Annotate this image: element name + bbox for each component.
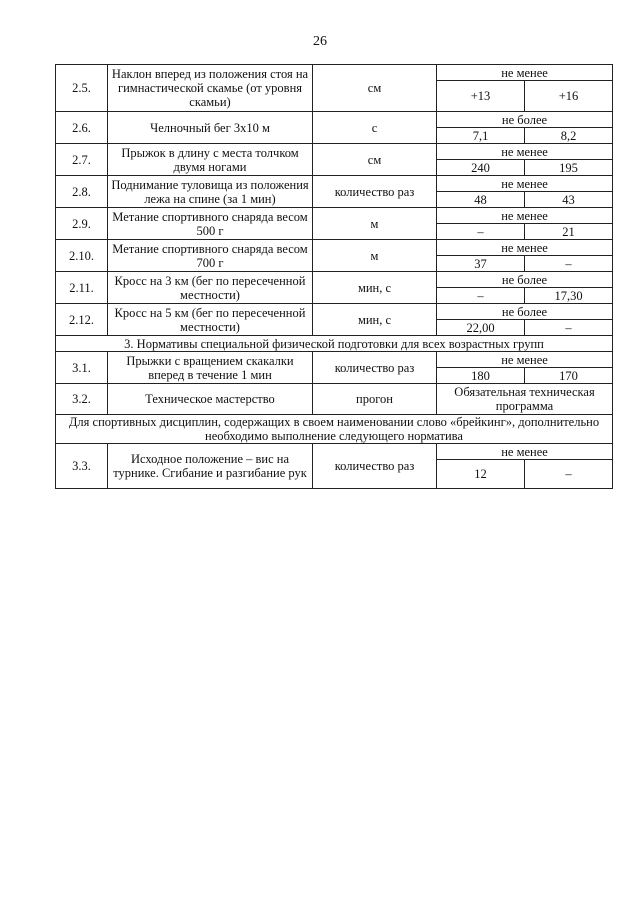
unit-cell: с bbox=[313, 112, 437, 144]
value-cell: 21 bbox=[525, 224, 613, 240]
unit-cell: прогон bbox=[313, 384, 437, 415]
row-number: 2.11. bbox=[56, 272, 108, 304]
row-number: 2.9. bbox=[56, 208, 108, 240]
section-title: 3. Нормативы специальной физической подготовки для всех возрастных групп bbox=[56, 336, 613, 352]
table-row bbox=[56, 415, 613, 444]
condition-cell: не более bbox=[437, 112, 613, 128]
row-number: 3.1. bbox=[56, 352, 108, 384]
condition-cell: не менее bbox=[437, 352, 613, 368]
unit-cell: м bbox=[313, 240, 437, 272]
exercise-name: Поднимание туловища из положения лежа на спине (за 1 мин) bbox=[108, 176, 313, 208]
value-cell: 180 bbox=[437, 368, 525, 384]
value-cell: 240 bbox=[437, 160, 525, 176]
unit-cell: мин, с bbox=[313, 304, 437, 336]
unit-cell: м bbox=[313, 208, 437, 240]
table-row bbox=[56, 112, 613, 128]
table-row bbox=[56, 384, 613, 415]
row-number: 2.10. bbox=[56, 240, 108, 272]
row-number: 2.5. bbox=[56, 65, 108, 112]
value-cell: 12 bbox=[437, 460, 525, 489]
exercise-name: Исходное положение – вис на турнике. Сгибание и разгибание рук bbox=[108, 444, 313, 489]
table-row bbox=[56, 272, 613, 288]
exercise-name: Метание спортивного снаряда весом 500 г bbox=[108, 208, 313, 240]
row-number: 2.12. bbox=[56, 304, 108, 336]
value-cell: 43 bbox=[525, 192, 613, 208]
table-row bbox=[56, 240, 613, 256]
condition-cell: не менее bbox=[437, 176, 613, 192]
norms-table bbox=[55, 64, 613, 489]
value-cell: 48 bbox=[437, 192, 525, 208]
note-text: Для спортивных дисциплин, содержащих в своем наименовании слово «брейкинг», дополнительно необходимо выполнение следующего норматива bbox=[56, 415, 613, 444]
table-row bbox=[56, 336, 613, 352]
value-cell: 195 bbox=[525, 160, 613, 176]
exercise-name: Кросс на 3 км (бег по пересеченной местности) bbox=[108, 272, 313, 304]
value-cell: – bbox=[437, 224, 525, 240]
value-cell: 7,1 bbox=[437, 128, 525, 144]
condition-cell: не менее bbox=[437, 240, 613, 256]
exercise-name: Челночный бег 3х10 м bbox=[108, 112, 313, 144]
unit-cell: мин, с bbox=[313, 272, 437, 304]
value-cell: – bbox=[437, 288, 525, 304]
exercise-name: Прыжок в длину с места толчком двумя ногами bbox=[108, 144, 313, 176]
exercise-name: Техническое мастерство bbox=[108, 384, 313, 415]
exercise-name: Кросс на 5 км (бег по пересеченной местности) bbox=[108, 304, 313, 336]
value-cell: – bbox=[525, 320, 613, 336]
value-cell: 17,30 bbox=[525, 288, 613, 304]
value-cell: 170 bbox=[525, 368, 613, 384]
row-number: 2.7. bbox=[56, 144, 108, 176]
value-cell: +16 bbox=[525, 81, 613, 112]
value-cell: 8,2 bbox=[525, 128, 613, 144]
unit-cell: см bbox=[313, 144, 437, 176]
value-cell: +13 bbox=[437, 81, 525, 112]
row-number: 2.6. bbox=[56, 112, 108, 144]
condition-cell: не более bbox=[437, 272, 613, 288]
unit-cell: количество раз bbox=[313, 444, 437, 489]
table-row bbox=[56, 208, 613, 224]
value-cell: Обязательная техническая программа bbox=[437, 384, 613, 415]
table-row bbox=[56, 352, 613, 368]
condition-cell: не менее bbox=[437, 65, 613, 81]
row-number: 3.3. bbox=[56, 444, 108, 489]
value-cell: 22,00 bbox=[437, 320, 525, 336]
unit-cell: количество раз bbox=[313, 352, 437, 384]
table-row bbox=[56, 304, 613, 320]
condition-cell: не менее bbox=[437, 208, 613, 224]
condition-cell: не более bbox=[437, 304, 613, 320]
table-row bbox=[56, 444, 613, 460]
value-cell: – bbox=[525, 256, 613, 272]
page-number: 26 bbox=[313, 34, 327, 49]
exercise-name: Метание спортивного снаряда весом 700 г bbox=[108, 240, 313, 272]
table-row bbox=[56, 65, 613, 81]
value-cell: – bbox=[525, 460, 613, 489]
unit-cell: количество раз bbox=[313, 176, 437, 208]
unit-cell: см bbox=[313, 65, 437, 112]
table-row bbox=[56, 176, 613, 192]
exercise-name: Прыжки с вращением скакалки вперед в течение 1 мин bbox=[108, 352, 313, 384]
condition-cell: не менее bbox=[437, 444, 613, 460]
exercise-name: Наклон вперед из положения стоя на гимнастической скамье (от уровня скамьи) bbox=[108, 65, 313, 112]
table-row bbox=[56, 144, 613, 160]
row-number: 2.8. bbox=[56, 176, 108, 208]
value-cell: 37 bbox=[437, 256, 525, 272]
row-number: 3.2. bbox=[56, 384, 108, 415]
condition-cell: не менее bbox=[437, 144, 613, 160]
